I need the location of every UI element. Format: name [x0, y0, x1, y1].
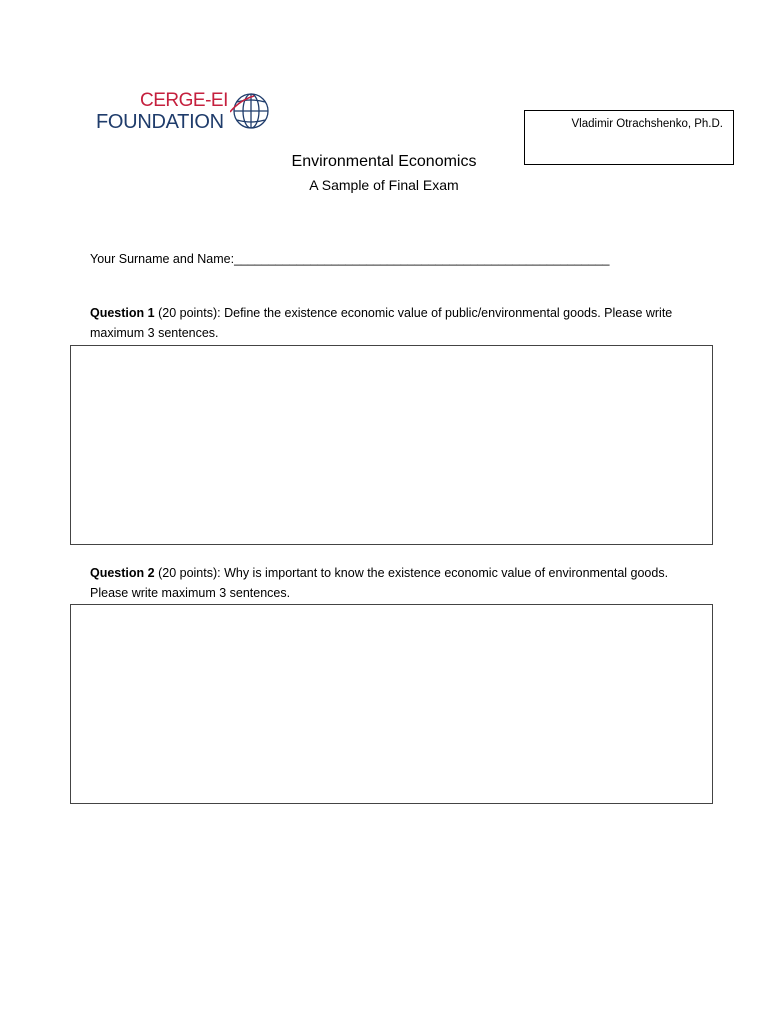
author-name: Vladimir Otrachshenko, Ph.D.	[571, 118, 723, 130]
question-1-label: Question 1	[90, 306, 155, 320]
name-field-label: Your Surname and Name:	[90, 252, 235, 266]
logo-text-cerge-ei: CERGE-EI	[140, 90, 228, 111]
question-1	[90, 303, 690, 343]
question-2-text: : Why is important to know the existence economic value of environmental goods. Please write maximum 3 sentences.	[90, 566, 669, 600]
document-title: Environmental Economics	[291, 153, 477, 170]
globe-icon	[230, 90, 272, 132]
cerge-ei-logo	[94, 86, 284, 136]
name-field[interactable]	[90, 252, 609, 266]
name-field-underline: ______________________________________________________	[234, 252, 610, 266]
question-1-text: : Define the existence economic value of public/environmental goods. Please write maximum 3 sentences.	[90, 306, 673, 340]
document-subtitle: A Sample of Final Exam	[309, 177, 459, 193]
question-1-points: (20 points)	[158, 306, 218, 320]
question-2-label: Question 2	[90, 566, 155, 580]
answer-box-1[interactable]	[70, 345, 713, 545]
question-2	[90, 563, 690, 603]
question-2-points: (20 points)	[158, 566, 218, 580]
answer-box-2[interactable]	[70, 604, 713, 804]
logo-text-foundation: FOUNDATION	[96, 111, 224, 133]
